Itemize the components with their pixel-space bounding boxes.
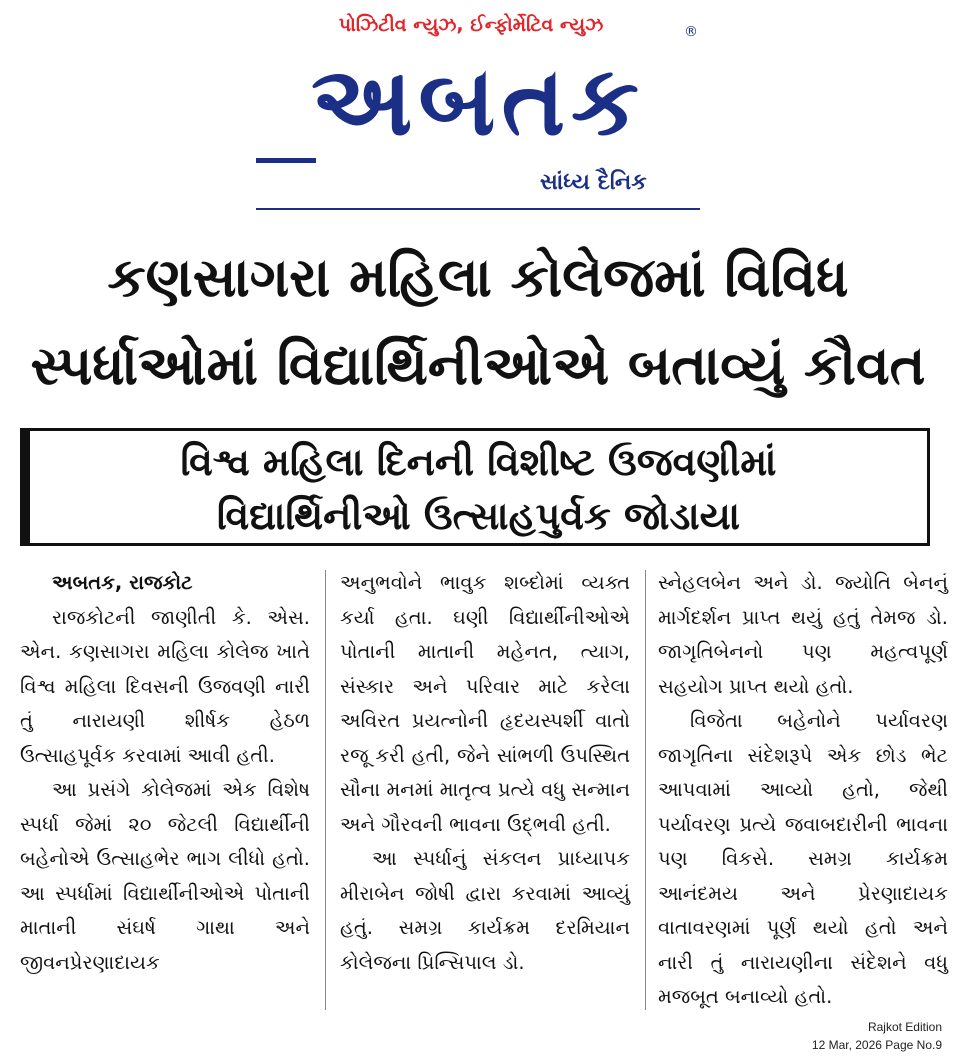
edition-label: Rajkot Edition	[867, 1020, 942, 1034]
article-headline	[0, 234, 956, 410]
headline-line-1: કણસાગરા મહિલા કોલેજમાં વિવિધ	[107, 246, 849, 309]
paragraph: અનુભવોને ભાવુક શબ્દોમાં વ્યક્ત કર્યા હતા. ઘણી વિદ્યાર્થીનીઓએ પોતાની માતાની મહેનત, ત્યાગ, સંસ્કાર અને પરિવાર માટે કરેલા અવિરત પ્રયત્નોની હૃદયસ્પર્શી વાતો રજૂ કરી હતી, જેને સાંભળી ઉપસ્થિત સૌના મનમાં માતૃત્વ પ્રત્યે વધુ સન્માન અને ગૌરવની ભાવના ઉદ્ભવી હતી.	[340, 571, 630, 836]
column-divider	[325, 570, 326, 1010]
dateline: અબતક, રાજકોટ	[52, 571, 193, 594]
deck-line-2: વિદ્યાર્થિનીઓ ઉત્સાહપુર્વક જોડાયા	[216, 494, 741, 538]
paragraph: સ્નેહલબેન અને ડો. જ્યોતિ બેનનું માર્ગદર્શન પ્રાપ્ત થયું હતું તેમજ ડો. જાગૃતિબેનનો પણ મહત્વપૂર્ણ સહયોગ પ્રાપ્ત થયો હતો.	[658, 571, 948, 698]
page-footer	[812, 1018, 942, 1054]
paragraph: આ સ્પર્ધાનું સંકલન પ્રાધ્યાપક મીરાબેન જોષી દ્વારા કરવામાં આવ્યું હતું. સમગ્ર કાર્યક્રમ દરમિયાન કોલેજના પ્રિન્સિપાલ ડો.	[340, 847, 630, 974]
column-1	[20, 566, 310, 1016]
masthead-subline: સાંધ્ય દૈનિક	[540, 170, 647, 195]
article-body	[20, 566, 948, 1016]
article-deck	[20, 428, 930, 546]
paragraph: આ પ્રસંગે કોલેજમાં એક વિશેષ સ્પર્ધા જેમાં ૨૦ જેટલી વિદ્યાર્થીની બહેનોએ ઉત્સાહભેર ભાગ લીધો હતો. આ સ્પર્ધામાં વિદ્યાર્થીનીઓએ પોતાની માતાની સંઘર્ષ ગાથા અને જીવનપ્રેરણાદાયક	[20, 778, 310, 974]
column-2	[340, 566, 630, 1016]
paragraph: રાજકોટની જાણીતી કે. એસ. એન. કણસાગરા મહિલા કોલેજ ખાતે વિશ્વ મહિલા દિવસની ઉજવણી નારી તું નારાયણી શીર્ષક હેઠળ ઉત્સાહપૂર્વક કરવામાં આવી હતી.	[20, 605, 310, 767]
paragraph: વિજેતા બહેનોને પર્યાવરણ જાગૃતિના સંદેશરૂપે એક છોડ ભેટ આપવામાં આવ્યો હતો, જેથી પર્યાવરણ પ્રત્યે જવાબદારીની ભાવના પણ વિકસે. સમગ્ર કાર્યક્રમ આનંદમય અને પ્રેરણાદાયક વાતાવરણમાં પૂર્ણ થયો હતો અને નારી તું નારાયણીના સંદેશને વધુ મજબૂત બનાવ્યો હતો.	[658, 709, 948, 1008]
logo-underline-bar	[256, 158, 316, 163]
masthead-rule	[256, 208, 700, 210]
registered-mark: ®	[684, 24, 698, 40]
headline-line-2: સ્પર્ધાઓમાં વિદ્યાર્થિનીઓએ બતાવ્યું કૌવત	[30, 334, 926, 397]
column-3	[658, 566, 948, 1016]
newspaper-logo: અબતક	[311, 45, 645, 157]
masthead-tagline: પોઝિટીવ ન્યુઝ, ઈન્ફોર્મેટિવ ન્યુઝ	[338, 14, 604, 36]
date-page-label: 12 Mar, 2026 Page No.9	[811, 1038, 942, 1052]
masthead	[0, 0, 956, 222]
deck-line-1: વિશ્વ મહિલા દિનની વિશીષ્ટ ઉજવણીમાં	[180, 440, 777, 484]
column-divider	[645, 570, 646, 1010]
